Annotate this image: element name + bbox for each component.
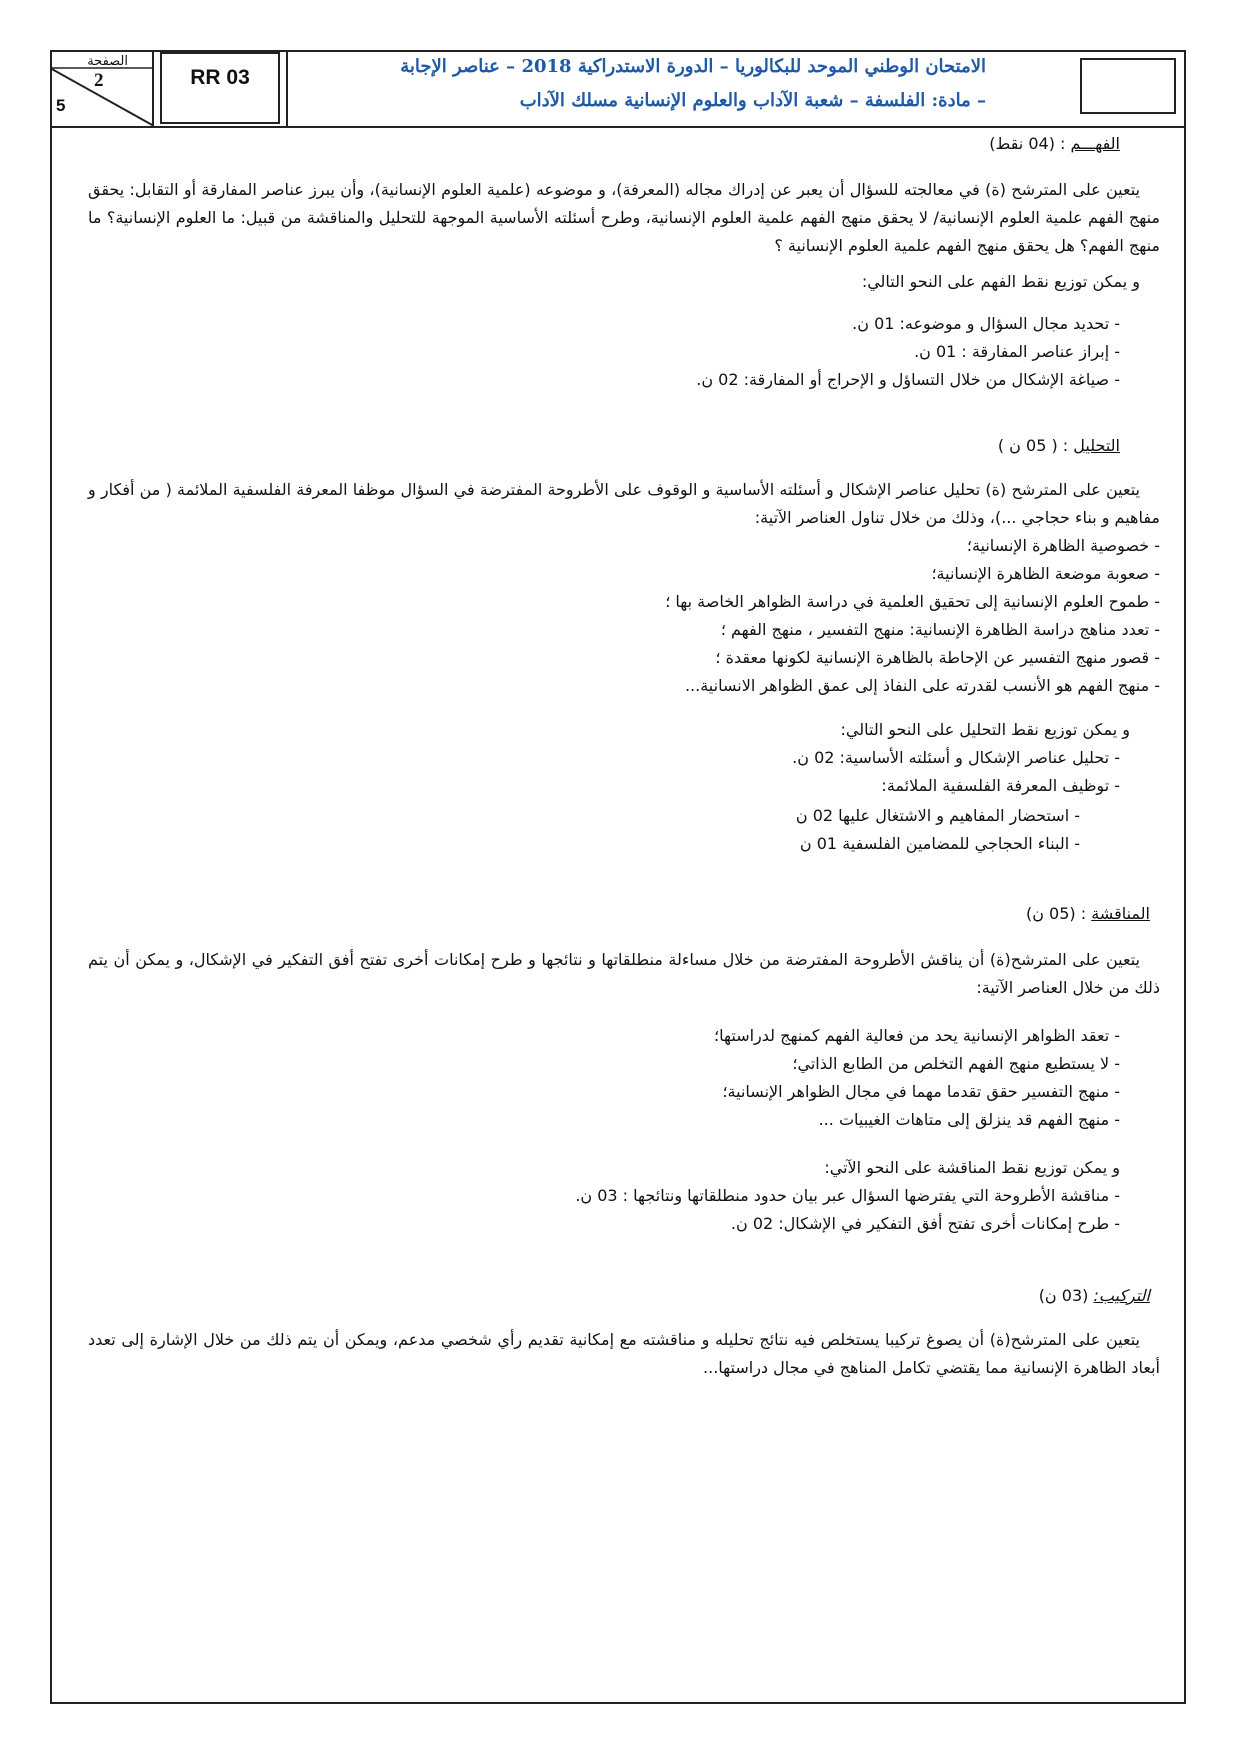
code-box [154,50,288,126]
list-item: - منهج الفهم قد ينزلق إلى متاهات الغيبيات ... [818,1110,1120,1129]
header [50,50,1186,128]
list-item: - استحضار المفاهيم و الاشتغال عليها 02 ن [795,806,1080,825]
section-title: التركيب: [1093,1286,1150,1305]
section-points: : ( 05 ن ) [997,436,1069,455]
page-total: 5 [56,96,66,115]
section-understanding-heading [989,130,1120,158]
list-item: - توظيف المعرفة الفلسفية الملائمة: [881,776,1120,795]
section-points: : (04 نقط) [989,134,1066,153]
section-synthesis-heading [1039,1282,1150,1310]
list-item: - قصور منهج التفسير عن الإحاطة بالظاهرة الإنسانية لكونها معقدة ؛ [715,648,1160,667]
list-item: - البناء الحجاجي للمضامين الفلسفية 01 ن [799,834,1080,853]
section-points: : (05 ن) [1025,904,1087,923]
list-item: - تعقد الظواهر الإنسانية يحد من فعالية الفهم كمنهج لدراستها؛ [714,1026,1120,1045]
title-box [288,50,1186,126]
page-frame [50,50,1186,1704]
stamp-box [1080,58,1176,114]
title-line-1: الامتحان الوطني الموحد للبكالوريا – الدورة الاستدراكية 2018 – عناصر الإجابة [400,56,986,77]
section-discussion-heading [1026,900,1150,928]
section-analysis-heading [998,432,1120,460]
section-title: الفهـــم [1070,134,1120,153]
list-item: - إبراز عناصر المفارقة : 01 ن. [914,342,1120,361]
list-item: - تعدد مناهج دراسة الظاهرة الإنسانية: منهج التفسير ، منهج الفهم ؛ [720,620,1160,639]
synthesis-intro: يتعين على المترشح(ة) أن يصوغ تركيبا يستخلص فيه نتائج تحليله و مناقشته مع إمكانية تقديم رأي شخصي مدعم، ويمكن أن يتم ذلك من خلال الإشارة إلى تعدد أبعاد الظاهرة الإنسانية مما يقتضي تكامل المناهج في مجال دراستها... [88,1330,1160,1377]
list-item: - منهج الفهم هو الأنسب لقدرته على النفاذ إلى عمق الظواهر الانسانية... [684,676,1160,695]
list-item: - مناقشة الأطروحة التي يفترضها السؤال عبر بيان حدود منطلقاتها ونتائجها : 03 ن. [575,1186,1120,1205]
discussion-distribution: و يمكن توزيع نقط المناقشة على النحو الآتي: - مناقشة الأطروحة التي يفترضها السؤال عبر بيان حدود منطلقاتها ونتائجها : 03 ن. - طرح إمكانات أخرى تفتح أفق التفكير في الإشكال: 02 ن. [575,1154,1120,1238]
list-item: - تحديد مجال السؤال و موضوعه: 01 ن. [852,314,1120,333]
analysis-items [665,532,1160,700]
discussion-items [714,1022,1120,1134]
section-title: المناقشة [1091,904,1150,923]
list-item: - طموح العلوم الإنسانية إلى تحقيق العلمية في دراسة الظواهر الخاصة بها ؛ [665,592,1160,611]
analysis-scoring [792,744,1120,800]
page-label: الصفحة [87,54,128,69]
list-item: - لا يستطيع منهج الفهم التخلص من الطابع الذاتي؛ [792,1054,1120,1073]
analysis-sub-scoring [796,802,1080,858]
discussion-intro: يتعين على المترشح(ة) أن يناقش الأطروحة المفترضة من خلال مساءلة منطلقاتها و نتائجها و طرح إمكانات أخرى تفتح أفق التفكير في الإشكال، و يمكن أن يتم ذلك من خلال العناصر الآتية: [88,950,1160,997]
understanding-items [696,310,1120,394]
section-title: التحليل [1073,436,1120,455]
page-number-box [50,50,154,126]
list-item: - تحليل عناصر الإشكال و أسئلته الأساسية: 02 ن. [792,748,1120,767]
list-item: - خصوصية الظاهرة الإنسانية؛ [966,536,1160,555]
analysis-intro: يتعين على المترشح (ة) تحليل عناصر الإشكال و أسئلته الأساسية و الوقوف على الأطروحة المفترضة في السؤال موظفا المعرفة الفلسفية الملائمة ( من أفكار و مفاهيم و بناء حجاجي ...)، وذلك من خلال تناول العناصر الآتية: [88,480,1160,527]
analysis-distribution: و يمكن توزيع نقط التحليل على النحو التالي: [840,720,1130,739]
list-item: - منهج التفسير حقق تقدما مهما في مجال الظواهر الإنسانية؛ [722,1082,1120,1101]
list-item: - طرح إمكانات أخرى تفتح أفق التفكير في الإشكال: 02 ن. [730,1214,1120,1233]
list-item: - صياغة الإشكال من خلال التساؤل و الإحراج أو المفارقة: 02 ن. [696,370,1120,389]
understanding-distribution: و يمكن توزيع نقط الفهم على النحو التالي: [861,272,1140,291]
title-line-2: – مادة: الفلسفة – شعبة الآداب والعلوم الإنسانية مسلك الآداب [519,90,986,111]
exam-code: RR 03 [190,66,250,89]
page-number: 2 [94,70,104,91]
list-item: - صعوبة موضعة الظاهرة الإنسانية؛ [931,564,1160,583]
understanding-intro: يتعين على المترشح (ة) في معالجته للسؤال أن يعبر عن إدراك مجاله (المعرفة)، و موضوعه (علمية العلوم الإنسانية)، وأن يبرز عناصر المفارقة أو التقابل: يحقق منهج الفهم علمية العلوم الإنسانية/ لا يحقق منهج الفهم علمية العلوم الإنسانية، وطرح أسئلته الأساسية الموجهة للتحليل والمناقشة من قبيل: ما العلوم الإنسانية؟ ما منهج الفهم؟ هل يحقق منهج الفهم علمية العلوم الإنسانية ؟ [88,180,1160,255]
section-points: (03 ن) [1038,1286,1089,1305]
